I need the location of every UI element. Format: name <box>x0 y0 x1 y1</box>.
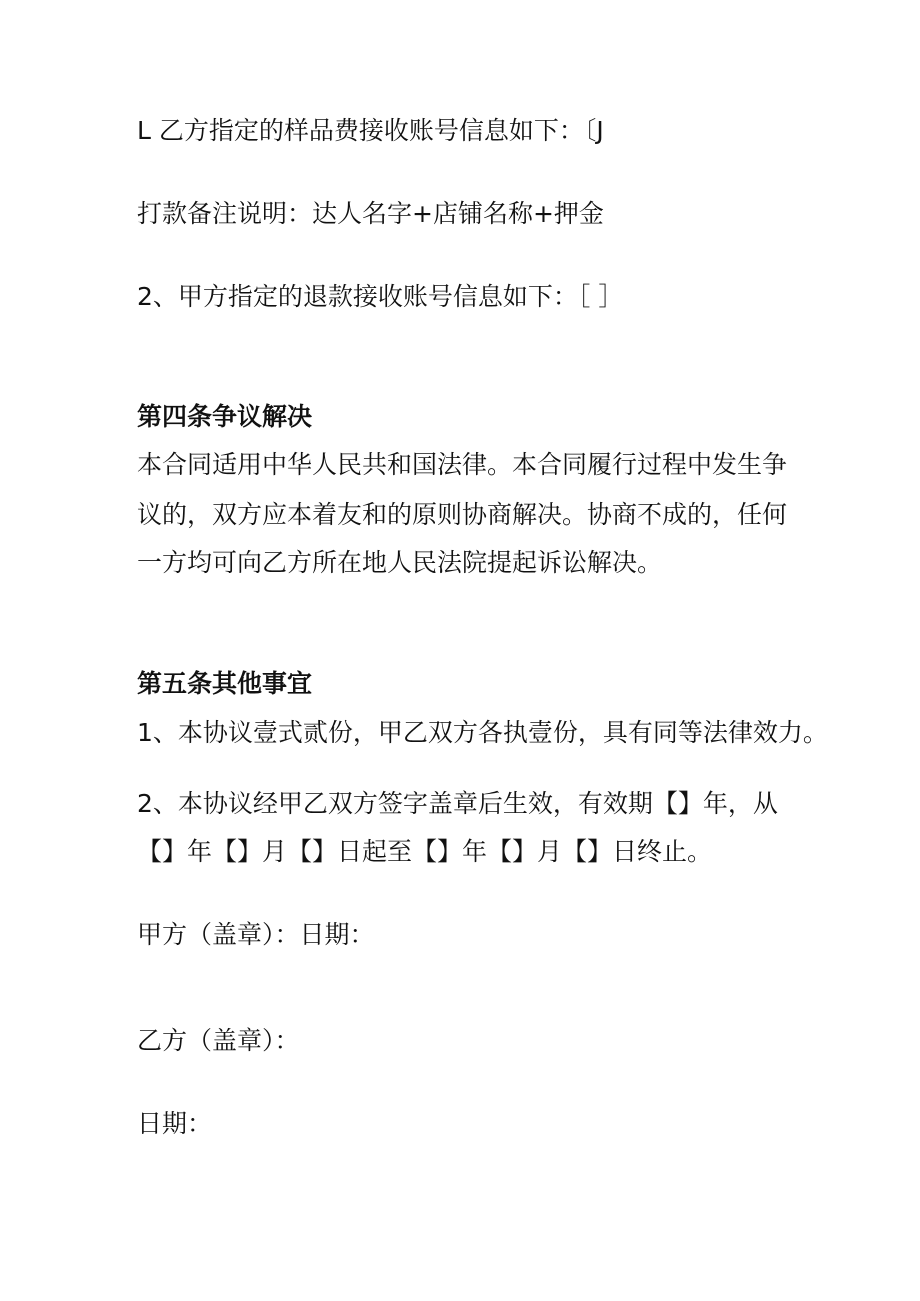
article5-item-1: 1、本协议壹式贰份，甲乙双方各执壹份，具有同等法律效力。 <box>137 718 828 747</box>
article4-line-3: 一方均可向乙方所在地人民法院提起诉讼解决。 <box>137 548 663 577</box>
article4-heading: 第四条争议解决 <box>137 402 313 431</box>
date-line: 日期： <box>137 1109 213 1138</box>
jia-refund-account-info: 2、甲方指定的退款接收账号信息如下：［ ］ <box>137 282 624 311</box>
yi-account-info: L 乙方指定的样品费接收账号信息如下：〔J <box>137 116 604 145</box>
article5-heading: 第五条其他事宜 <box>137 669 313 698</box>
article5-item-2-line-2: 【】年【】月【】日起至【】年【】月【】日终止。 <box>137 837 713 866</box>
payment-remark: 打款备注说明：达人名字+店铺名称+押金 <box>137 199 604 228</box>
article4-line-2: 议的，双方应本着友和的原则协商解决。协商不成的，任何 <box>137 500 788 529</box>
article4-line-1: 本合同适用中华人民共和国法律。本合同履行过程中发生争 <box>137 450 788 479</box>
article5-item-2-line-1: 2、本协议经甲乙双方签字盖章后生效，有效期【】年，从 <box>137 789 778 818</box>
jia-signature-line: 甲方（盖章）：日期： <box>137 920 375 949</box>
yi-signature-line: 乙方（盖章）： <box>137 1026 300 1055</box>
